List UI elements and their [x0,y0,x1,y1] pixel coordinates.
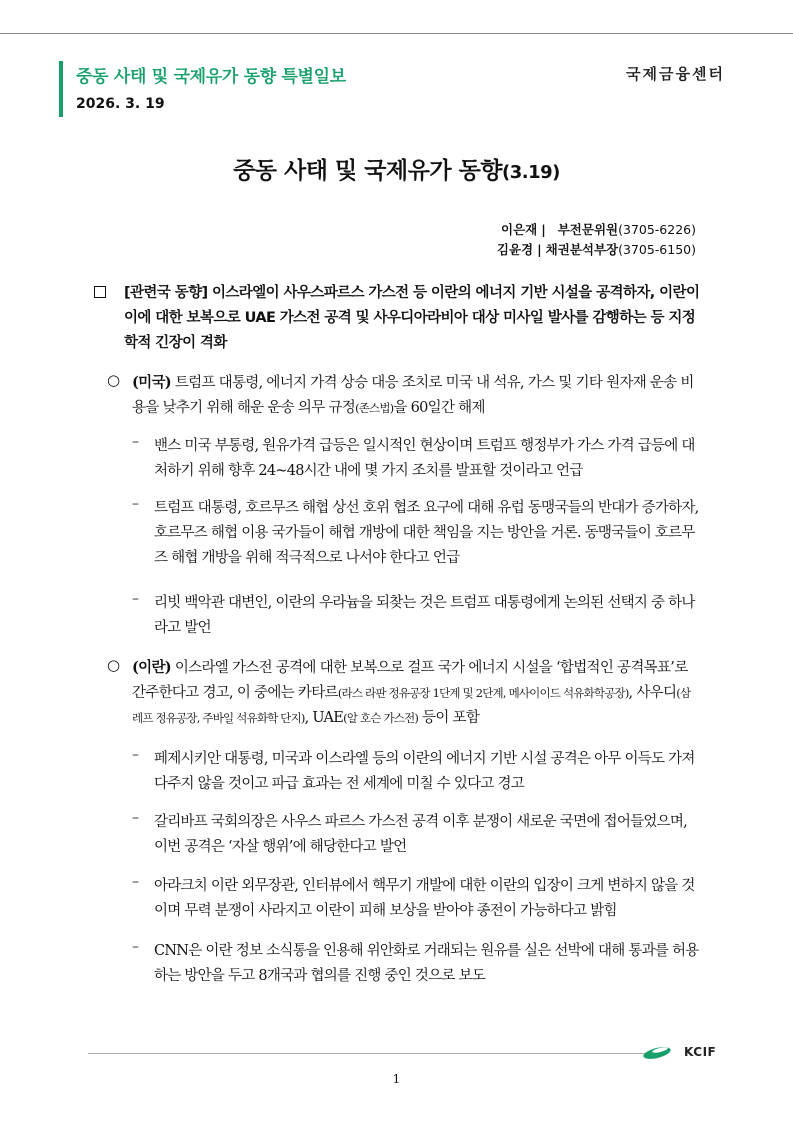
bullet-item [132,496,700,571]
bullet-item [132,874,700,924]
bullet-text: 트럼프 대통령, 호르무즈 해협 상선 호위 협조 요구에 대해 유럽 동맹국들의 반대가 증가하자, 호르무즈 해협 이용 국가들이 해협 개방에 대한 책임을 지는 방안을 거론. 동맹국들이 호르무즈 해협 개방을 위해 적극적으로 나서야 한다고 언급 [154,500,699,566]
dash-bullet-icon: – [132,434,139,450]
section-heading-text: [관련국 동향] 이스라엘이 사우스파르스 가스전 등 이란의 에너지 기반 시설을 공격하자, 이란이 이에 대한 보복으로 UAE 가스전 공격 및 사우디아라비아 대상 미사일 발사를 감행하는 등 지정학적 긴장이 격화 [124,285,700,351]
page-title-suffix: (3.19) [502,162,560,183]
section-heading [94,281,704,356]
footer-rule [88,1053,648,1054]
dash-bullet-icon: – [132,591,139,607]
author-block [497,220,696,260]
bullet-text: 밴스 미국 부통령, 원유가격 급등은 일시적인 현상이며 트럼프 행정부가 가스 가격 급등에 대처하기 위해 향후 24~48시간 내에 몇 가지 조치를 발표할 것이라고 언급 [154,438,695,479]
bullet-item [132,747,700,797]
author-name: 이은재 [501,222,538,237]
author-separator: | [541,222,546,237]
footer-logo-text: KCIF [684,1045,717,1059]
paragraph-note: (알 호슨 가스전) [343,711,419,725]
author-name: 김윤경 [496,242,534,257]
paragraph-tag: (이란) [132,659,171,676]
top-rule [0,0,793,34]
bullet-text: 아라크치 이란 외무장관, 인터뷰에서 핵무기 개발에 대한 이란의 입장이 크게 변하지 않을 것이며 무력 분쟁이 사라지고 이란이 피해 보상을 받아야 종전이 가능하다고 밝힘 [154,878,695,919]
dash-bullet-icon: – [132,810,139,826]
paragraph-text: 트럼프 대통령, 에너지 가격 상승 대응 조치로 미국 내 석유, 가스 및 기타 원자재 운송 비용을 낮추기 위해 해운 운송 의무 규정 [132,375,694,416]
dash-bullet-icon: – [132,496,139,512]
paragraph-note: (존스법) [355,401,394,415]
page-title [0,152,793,185]
square-bullet-icon [94,286,106,298]
bullet-item [132,810,700,860]
author-line [497,220,696,240]
paragraph-text: , 사우디 [628,685,677,701]
paragraph-iran-text [132,655,699,731]
paragraph-note: (라스 라판 정유공장 1단계 및 2단계, 메사이이드 석유화학공장) [337,686,629,700]
paragraph-text: 이스라엘 가스전 공격에 대한 보복으로 걸프 국가 에너지 시설을 ‘합법적인 공격목표’로 간주한다고 경고, 이 중에는 카타르 [132,660,688,701]
bullet-text: CNN은 이란 정보 소식통을 인용해 위안화로 거래되는 원유를 실은 선박에 대해 통과를 허용하는 방안을 두고 8개국과 협의를 진행 중인 것으로 보도 [154,943,699,984]
bullet-text: 리빗 백악관 대변인, 이란의 우라늄을 되찾는 것은 트럼프 대통령에게 논의된 선택지 중 하나라고 발언 [154,595,695,636]
author-phone: (3705-6150) [618,242,696,257]
paragraph-iran [107,655,699,731]
author-phone: (3705-6226) [618,222,696,237]
dash-bullet-icon: – [132,874,139,890]
page-number: 1 [392,1072,401,1086]
circle-bullet-icon: ○ [107,656,121,674]
page-title-main: 중동 사태 및 국제유가 동향 [233,158,503,184]
author-separator: | [537,242,542,257]
dash-bullet-icon: – [132,939,139,955]
report-date: 2026. 3. 19 [76,96,165,112]
paragraph-text: 을 60일간 해제 [393,400,485,416]
circle-bullet-icon: ○ [107,371,121,389]
paragraph-note: (삼레프 정유공장, 주바일 석유화학 단지) [132,686,691,725]
header-accent-bar [59,61,63,117]
paragraph-text: , UAE [304,710,344,726]
dash-bullet-icon: – [132,747,139,763]
bullet-item [132,434,700,484]
report-series-title: 중동 사태 및 국제유가 동향 특별일보 [76,67,346,87]
paragraph-us [107,370,699,421]
bullet-item [132,939,700,989]
bullet-text: 페제시키안 대통령, 미국과 이스라엘 등의 이란의 에너지 기반 시설 공격은 아무 이득도 가져다주지 않을 것이고 파급 효과는 전 세계에 미칠 수 있다고 경고 [154,751,695,792]
bullet-text: 갈리바프 국회의장은 사우스 파르스 가스전 공격 이후 분쟁이 새로운 국면에 접어들었으며, 이번 공격은 ‘자살 행위’에 해당한다고 발언 [154,814,687,855]
organization-name: 국제금융센터 [626,65,725,83]
author-role: 부전문위원 [557,222,619,237]
paragraph-us-text [132,370,699,421]
paragraph-text: 등이 포함 [418,710,480,726]
author-line [497,240,696,260]
paragraph-tag: (미국) [132,374,171,391]
bullet-item [132,591,700,641]
kcif-logo-icon [641,1044,672,1060]
author-role: 채권분석부장 [545,242,619,257]
